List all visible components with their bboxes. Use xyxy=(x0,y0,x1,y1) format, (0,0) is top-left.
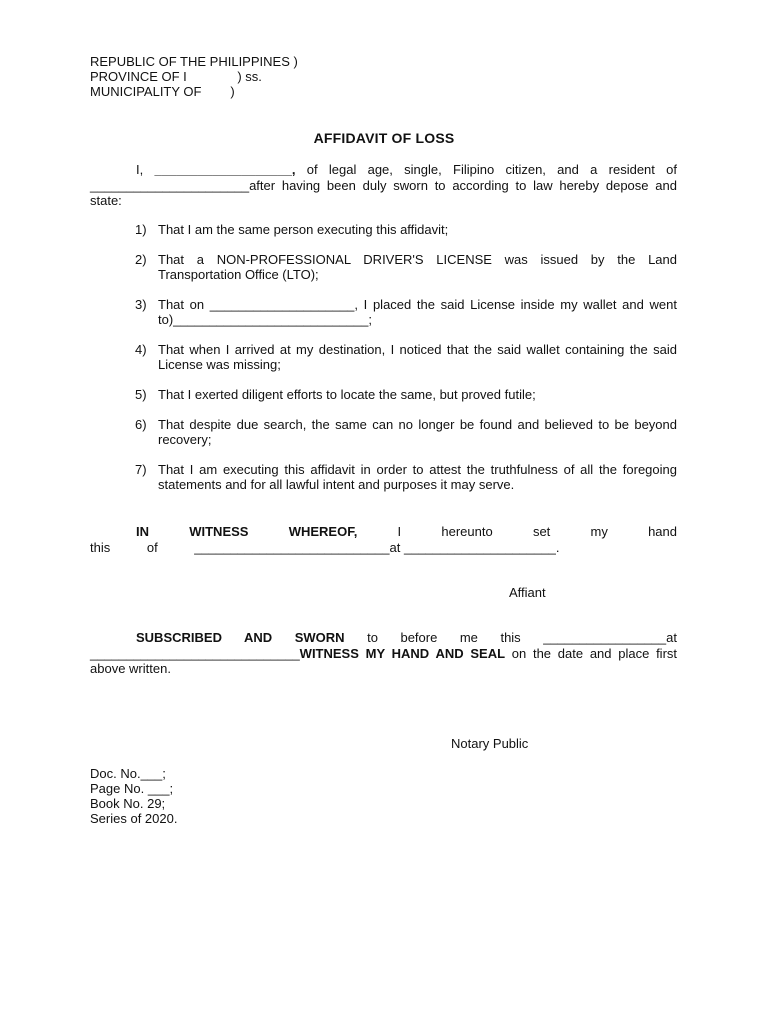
statement-item xyxy=(135,417,677,447)
venue-republic: REPUBLIC OF THE PHILIPPINES ) xyxy=(90,54,298,69)
address-blank: ______________________ xyxy=(90,177,250,193)
doc-number: Doc. No.___; xyxy=(90,766,166,781)
sworn-heading: SUBSCRIBED AND SWORN xyxy=(136,630,345,645)
statement-number: 7) xyxy=(135,462,147,477)
statement-item xyxy=(135,297,677,327)
statement-item xyxy=(135,222,677,237)
witness-at: at xyxy=(389,539,404,555)
sworn-text-2: on the date and place first above written. xyxy=(90,645,678,676)
statement-text: That on ____________________, I placed the said License inside my wallet and went to)___________________________; xyxy=(158,297,677,327)
series-year: Series of 2020. xyxy=(90,811,178,826)
venue-block xyxy=(90,54,298,99)
statement-number: 4) xyxy=(135,342,147,357)
statement-text: That a NON-PROFESSIONAL DRIVER'S LICENSE was issued by the Land Transportation Office (LTO); xyxy=(158,252,677,282)
statement-text: That I am executing this affidavit in order to attest the truthfulness of all the foregoing statements and for all lawful intent and purposes it may serve. xyxy=(158,462,677,492)
venue-province: PROVINCE OF I ) ss. xyxy=(90,69,262,84)
statement-list xyxy=(135,222,677,492)
document-reference-block xyxy=(90,766,177,826)
witness-place-blank: _____________________ xyxy=(403,539,556,555)
intro-paragraph xyxy=(90,162,677,209)
document-title: AFFIDAVIT OF LOSS xyxy=(313,130,455,146)
name-blank: ___________________, xyxy=(154,162,296,177)
notary-public-label: Notary Public xyxy=(451,736,529,751)
statement-item xyxy=(135,387,677,402)
witness-seal-heading: WITNESS MY HAND AND SEAL xyxy=(299,645,506,661)
statement-text: That when I arrived at my destination, I noticed that the said wallet containing the said License was missing; xyxy=(158,342,677,372)
page-number: Page No. ___; xyxy=(90,781,174,796)
intro-text-1: of legal age, single, Filipino citizen, and a resident of xyxy=(295,162,677,177)
statement-item xyxy=(135,252,677,282)
affiant-label: Affiant xyxy=(509,585,546,600)
sworn-at: at xyxy=(666,630,677,645)
statement-number: 2) xyxy=(135,252,147,267)
witness-text: I hereunto set my hand this of xyxy=(90,524,677,555)
statement-item xyxy=(135,342,677,372)
witness-date-blank: ___________________________ xyxy=(194,539,390,555)
witness-paragraph xyxy=(90,524,677,555)
statement-number: 6) xyxy=(135,417,147,432)
intro-text-2: after having been duly sworn to according to law hereby depose and state: xyxy=(90,177,677,208)
statement-text: That I exerted diligent efforts to locate the same, but proved futile; xyxy=(158,387,536,402)
statement-text: That I am the same person executing this affidavit; xyxy=(158,222,449,237)
witness-heading: IN WITNESS WHEREOF, xyxy=(136,524,358,539)
witness-end: . xyxy=(555,539,560,555)
sworn-paragraph xyxy=(90,630,677,677)
statement-item xyxy=(135,462,677,492)
sworn-place-blank: _____________________________ xyxy=(90,645,300,661)
statement-number: 1) xyxy=(135,222,147,237)
sworn-text-1: to before me this xyxy=(344,630,544,645)
sworn-date-blank: _________________ xyxy=(543,630,667,645)
statement-number: 3) xyxy=(135,297,147,312)
statement-number: 5) xyxy=(135,387,147,402)
venue-municipality: MUNICIPALITY OF ) xyxy=(90,84,235,99)
intro-prefix: I, xyxy=(136,162,155,177)
statement-text: That despite due search, the same can no longer be found and believed to be beyond recovery; xyxy=(158,417,677,447)
book-number: Book No. 29; xyxy=(90,796,166,811)
